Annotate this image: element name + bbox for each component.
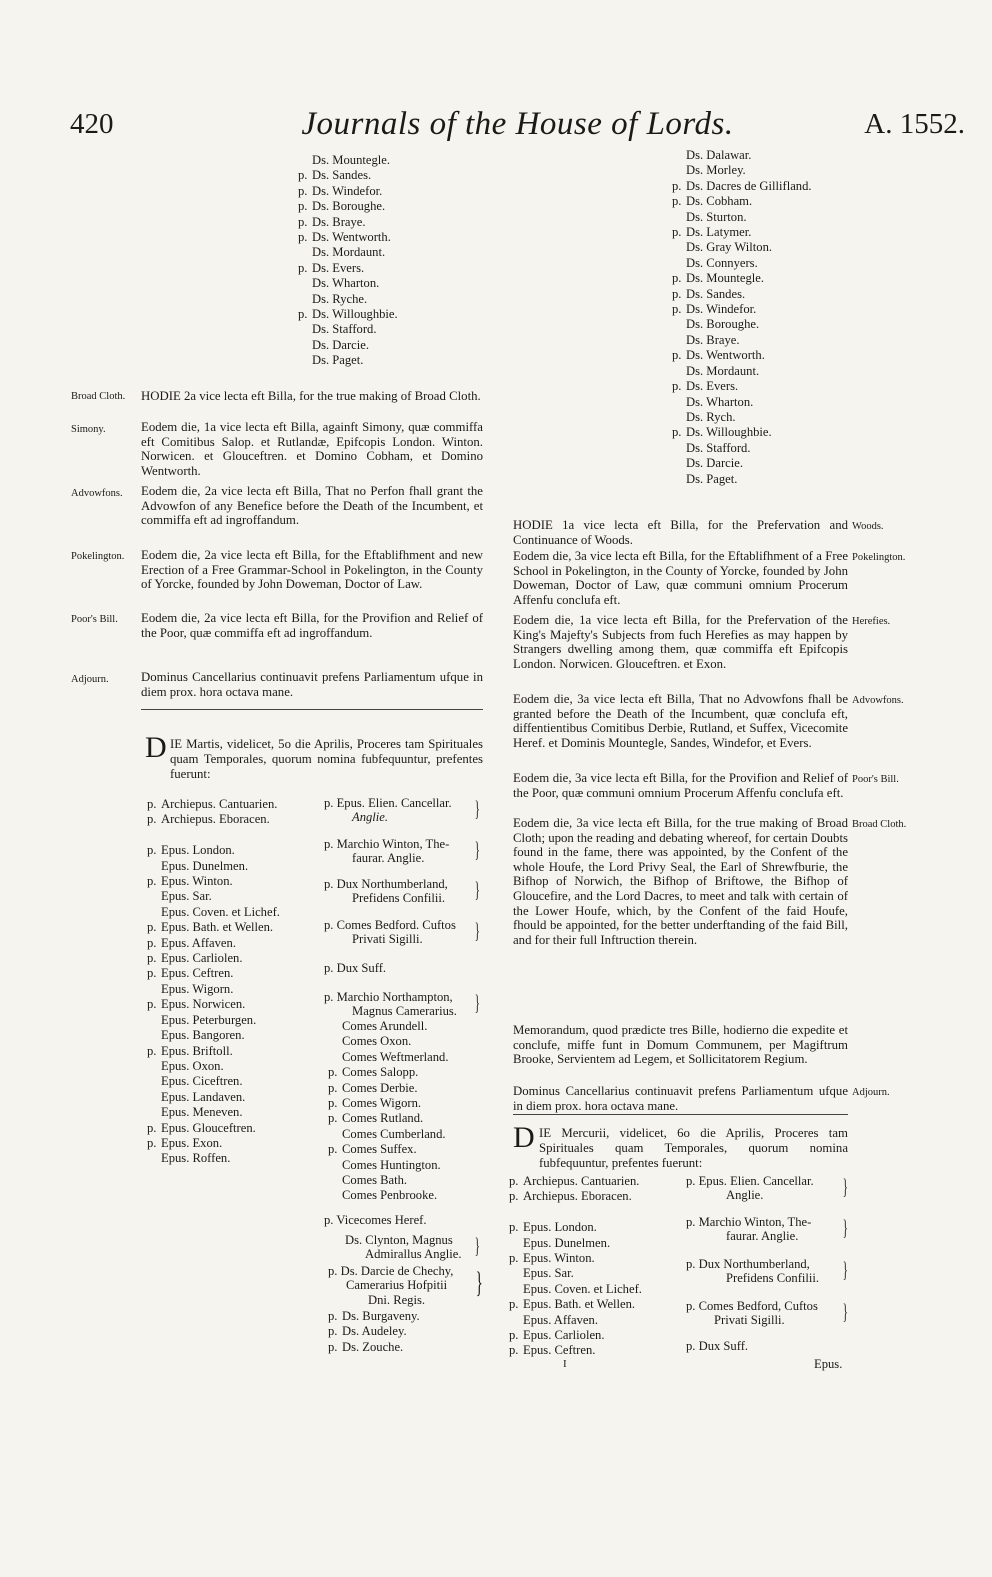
lord-entry: Epus. Roffen. (161, 1151, 231, 1166)
section-rule (513, 1114, 848, 1115)
margin-note: Broad Cloth. (71, 391, 126, 402)
lord-entry: p. Epus. Carliolen. (509, 1328, 605, 1343)
lord-entry: Ds. Boroughe. (686, 317, 760, 332)
signature-mark: I (563, 1358, 567, 1370)
running-header (70, 108, 965, 148)
office-entry: Ds. Clynton, Magnus Admirallus Anglie. (345, 1233, 462, 1262)
margin-note: Poor's Bill. (71, 614, 118, 625)
office-entry: p. Marchio Northampton, Magnus Camerarius. (324, 990, 457, 1019)
lord-entry: p. Archiepus. Cantuarien. (509, 1174, 640, 1188)
lord-entry (147, 828, 280, 843)
lord-entry: Epus. Affaven. (523, 1312, 598, 1327)
lord-entry: Ds. Stafford. (312, 322, 377, 337)
lord-entry: p. Ds. Wentworth. (298, 230, 391, 245)
lord-entry: p. Epus. Affaven. (147, 935, 236, 950)
margin-note: Poor's Bill. (852, 774, 899, 785)
entry-paragraph: Eodem die, 3a vice lecta eft Billa, for the Eftablifhment of a Free School in Pokelington, in the County of Yorcke, founded by John Doweman, Doctor of Law, quæ communi omnium Procerum Affenfu conclufa eft. (513, 549, 848, 607)
office-entry: p. Marchio Winton, The- faurar. Anglie. (324, 837, 450, 866)
entry-paragraph: Eodem die, 2a vice lecta eft Billa, for the Provifion and Relief of the Poor, quæ commiffa eft ad ingroffandum. (141, 611, 483, 640)
lord-entry: p. Archiepus. Cantuarien. (147, 797, 278, 811)
lord-entry: Comes Cumberland. (342, 1126, 446, 1141)
lord-entry: p. Ds. Sandes. (672, 286, 746, 301)
attendance-column-b-end (328, 1309, 420, 1355)
lord-entry: p. Epus. Ceftren. (147, 966, 234, 981)
lord-entry: Ds. Gray Wilton. (686, 240, 773, 255)
lord-entry: p. Ds. Zouche. (328, 1339, 404, 1354)
lord-entry: p. Ds. Sandes. (298, 168, 372, 183)
lord-entry: Ds. Morley. (686, 163, 746, 178)
lord-entry: p. Epus. Winton. (509, 1251, 595, 1266)
brace: } (474, 1233, 480, 1258)
entry-paragraph: Eodem die, 1a vice lecta eft Billa, againft Simony, quæ commiffa eft Comitibus Salop. et Rutlandæ, Epifcopis London. Winton. Norwicen. et Glouceftren. et Domino Cobham, et Domino Wentworth. (141, 420, 483, 478)
margin-note: Advowfons. (71, 488, 123, 499)
lord-entry: Ds. Sturton. (686, 209, 747, 224)
entry-paragraph: Eodem die, 3a vice lecta eft Billa, for the Provifion and Relief of the Poor, quæ communi omnium Procerum Affenfu conclufa eft. (513, 771, 848, 800)
lord-entry: Ds. Mordaunt. (686, 363, 760, 378)
lord-entry: p. Archiepus. Eboracen. (147, 812, 270, 827)
entry-paragraph: Eodem die, 2a vice lecta eft Billa, for the Eftablifhment and new Erection of a Free Grammar-School in Pokelington, in the County of Yorcke, founded by John Doweman, Doctor of Law. (141, 548, 483, 592)
lord-entry: Comes Huntington. (342, 1157, 441, 1172)
attendance-column-a (509, 1174, 642, 1359)
lord-entry: p. Ds. Willoughbie. (298, 307, 398, 322)
lord-entry: Ds. Darcie. (312, 337, 369, 352)
margin-note: Adjourn. (852, 1087, 890, 1098)
lord-entry: Ds. Darcie. (686, 456, 743, 471)
lord-entry: Ds. Paget. (312, 353, 364, 368)
lord-entry: p. Ds. Mountegle. (672, 271, 765, 286)
lord-entry: Epus. Coven. et Lichef. (161, 904, 280, 919)
margin-note: Advowfons. (852, 695, 904, 706)
dux-suff: p. Dux Suff. (686, 1339, 749, 1353)
lord-entry: p. Ds. Windefor. (298, 183, 383, 198)
lord-entry: Comes Weftmerland. (342, 1049, 449, 1064)
page-number: 420 (70, 108, 114, 140)
margin-note: Herefies. (852, 616, 891, 627)
lord-entry: Epus. Ciceftren. (161, 1074, 243, 1089)
lord-entry: p. Epus. Carliolen. (147, 951, 243, 966)
lord-entry: p. Ds. Audeley. (328, 1324, 407, 1339)
attendance-column-b (328, 1019, 448, 1204)
entry-paragraph: Dominus Cancellarius continuavit prefens Parliamentum ufque in diem prox. hora octava mane. (513, 1084, 848, 1113)
page-title: Journals of the House of Lords. (301, 106, 734, 142)
brace: } (474, 918, 480, 943)
lord-entry: Ds. Wharton. (312, 276, 380, 291)
lord-entry: Ds. Stafford. (686, 440, 751, 455)
lord-entry: p. Comes Derbie. (328, 1080, 418, 1095)
catchword: Epus. (814, 1357, 843, 1371)
margin-note: Broad Cloth. (852, 819, 907, 830)
brace: } (474, 990, 480, 1015)
top-left-lords-list (298, 153, 398, 369)
margin-note: Woods. (852, 521, 884, 532)
entry-paragraph: HODIE 2a vice lecta eft Billa, for the true making of Broad Cloth. (141, 389, 481, 403)
lord-entry: p. Epus. Bath. et Wellen. (509, 1297, 636, 1312)
dux-suff: p. Dux Suff. (324, 961, 387, 975)
lord-entry: Epus. Meneven. (161, 1105, 243, 1120)
lord-entry: p. Ds. Cobham. (672, 194, 753, 209)
lord-entry: Comes Arundell. (342, 1019, 428, 1033)
lord-entry: Epus. Bangoren. (161, 1028, 245, 1043)
lord-entry: p. Epus. Ceftren. (509, 1343, 596, 1358)
entry-paragraph: Memorandum, quod prædicte tres Bille, hodierno die expedite et conclufe, miffe funt in Domum Communem, per Magiftrum Brooke, Servientem ad Legem, et Sollicitatorem Regium. (513, 1023, 848, 1067)
brace: } (842, 1215, 848, 1240)
entry-paragraph: HODIE 1a vice lecta eft Billa, for the Prefervation and Continuance of Woods. (513, 518, 848, 547)
lord-entry: p. Ds. Dacres de Gillifland. (672, 178, 812, 193)
lord-entry: Epus. Sar. (161, 889, 212, 904)
lord-entry: Epus. Dunelmen. (161, 858, 249, 873)
lord-entry: Epus. Landaven. (161, 1089, 246, 1104)
vicecomes: p. Vicecomes Heref. (324, 1213, 427, 1227)
lord-entry: p. Epus. Exon. (147, 1135, 223, 1150)
lord-entry: p. Ds. Willoughbie. (672, 425, 772, 440)
lord-entry: Ds. Wharton. (686, 394, 754, 409)
lord-entry: Comes Bath. (342, 1173, 408, 1188)
brace: } (474, 837, 480, 862)
entry-paragraph: Eodem die, 2a vice lecta eft Billa, That no Perfon fhall grant the Advowfon of any Benefice before the Death of the Incumbent, et commiffa eft ad ingroffandum. (141, 484, 483, 528)
lord-entry: p. Epus. Glouceftren. (147, 1120, 256, 1135)
office-entry: p. Epus. Elien. Cancellar. Anglie. (324, 796, 452, 825)
lord-entry: Ds. Connyers. (686, 255, 758, 270)
top-right-lords-list (672, 148, 812, 487)
lord-entry: p. Epus. Bath. et Wellen. (147, 920, 274, 935)
lord-entry: Ds. Ryche. (312, 291, 368, 306)
lord-entry: p. Ds. Wentworth. (672, 348, 765, 363)
lord-entry: Ds. Braye. (686, 332, 740, 347)
lord-entry: Epus. Wigorn. (161, 981, 234, 996)
lord-entry: Ds. Dalawar. (686, 148, 752, 162)
lord-entry: p. Epus. Winton. (147, 874, 233, 889)
drop-cap: D (513, 1121, 535, 1154)
lord-entry: p. Ds. Braye. (298, 214, 366, 229)
lord-entry: Ds. Mountegle. (312, 153, 391, 167)
margin-note: Pokelington. (71, 551, 125, 562)
lord-entry: p. Ds. Evers. (298, 260, 365, 275)
lord-entry: p. Comes Suffex. (328, 1142, 417, 1157)
office-entry: p. Marchio Winton, The- faurar. Anglie. (686, 1215, 812, 1244)
year-label: A. 1552. (864, 108, 965, 140)
lord-entry: p. Ds. Latymer. (672, 225, 752, 240)
brace: } (474, 877, 480, 902)
entry-paragraph: Eodem die, 3a vice lecta eft Billa, for the true making of Broad Cloth; upon the reading and debating whereof, for certain Doubts found in the fame, there was appointed, by the Confent of the whole Houfe, the Lord Privy Seal, the Earl of Shrewfburie, the Bifhop of Norwich, the Bifhop of Briftowe, the Bifhop of Gloucefire, and the Lord Dacres, to meet and talk with certain of the Lower Houfe, which, by the Confent of the faid Houfe, fhould be appointed, for the better underftanding of the faid Bill, and for their full Inftruction therein. (513, 816, 848, 947)
brace: } (842, 1257, 848, 1282)
lord-entry: p. Ds. Burgaveny. (328, 1309, 420, 1323)
office-entry: p. Comes Bedford, Cuftos Privati Sigilli. (686, 1299, 818, 1328)
entry-paragraph: Dominus Cancellarius continuavit prefens Parliamentum ufque in diem prox. hora octava mane. (141, 670, 483, 699)
lord-entry: p. Comes Rutland. (328, 1111, 424, 1126)
section-rule (141, 709, 483, 710)
brace: } (475, 1266, 483, 1299)
lord-entry: p. Ds. Windefor. (672, 302, 757, 317)
office-entry: p. Dux Northumberland, Prefidens Confilii. (324, 877, 448, 906)
lord-entry: p. Ds. Boroughe. (298, 199, 386, 214)
drop-cap: D (145, 731, 167, 764)
office-entry: p. Ds. Darcie de Chechy, Camerarius Hofpitii Dni. Regis. (328, 1264, 454, 1307)
lord-entry: Epus. Sar. (523, 1266, 574, 1281)
office-entry: p. Epus. Elien. Cancellar. Anglie. (686, 1174, 814, 1203)
lord-entry: p. Comes Salopp. (328, 1065, 419, 1080)
attendance-heading: IE Martis, videlicet, 5o die Aprilis, Proceres tam Spirituales quam Temporales, quorum nomina fubfequuntur, prefentes fuerunt: (170, 737, 483, 782)
attendance-heading: IE Mercurii, videlicet, 6o die Aprilis, Proceres tam Spirituales quam Temporales, quorum nomina fubfequuntur, prefentes fuerunt: (539, 1126, 848, 1171)
brace: } (842, 1174, 848, 1199)
office-entry: p. Comes Bedford. Cuftos Privati Sigilli. (324, 918, 456, 947)
lord-entry: Comes Oxon. (342, 1034, 412, 1049)
lord-entry: Ds. Paget. (686, 471, 738, 486)
lord-entry: p. Epus. London. (147, 843, 235, 858)
brace: } (842, 1299, 848, 1324)
attendance-column-a (147, 797, 280, 1167)
brace: } (474, 796, 480, 821)
lord-entry: Comes Penbrooke. (342, 1188, 438, 1203)
margin-note: Simony. (71, 424, 106, 435)
margin-note: Adjourn. (71, 674, 109, 685)
lord-entry: Epus. Dunelmen. (523, 1235, 611, 1250)
lord-entry: Ds. Rych. (686, 409, 736, 424)
lord-entry: Ds. Mordaunt. (312, 245, 386, 260)
lord-entry: p. Epus. Norwicen. (147, 997, 246, 1012)
entry-paragraph: Eodem die, 3a vice lecta eft Billa, That no Advowfons fhall be granted before the Death of the Incumbent, quæ conclufa eft, diffentientibus Comitibus Derbie, Rutland, et Suffex, Vicecomite Heref. et Dominis Mountegle, Sandes, Windefor, et Evers. (513, 692, 848, 750)
lord-entry: Epus. Oxon. (161, 1058, 224, 1073)
lord-entry (509, 1205, 642, 1220)
entry-paragraph: Eodem die, 1a vice lecta eft Billa, for the Prefervation of the King's Majefty's Subjects from fuch Herefies as may happen by Strangers dwelling among them, quæ commiffa eft Epifcopis London. Norwicen. Glouceftren. et Exon. (513, 613, 848, 671)
lord-entry: p. Archiepus. Eboracen. (509, 1189, 632, 1204)
lord-entry: Epus. Peterburgen. (161, 1012, 257, 1027)
margin-note: Pokelington. (852, 552, 906, 563)
office-entry: p. Dux Northumberland, Prefidens Confilii. (686, 1257, 820, 1286)
lord-entry: Epus. Coven. et Lichef. (523, 1281, 642, 1296)
lord-entry: p. Ds. Evers. (672, 379, 739, 394)
lord-entry: p. Comes Wigorn. (328, 1096, 422, 1111)
lord-entry: p. Epus. London. (509, 1220, 597, 1235)
lord-entry: p. Epus. Briftoll. (147, 1043, 233, 1058)
